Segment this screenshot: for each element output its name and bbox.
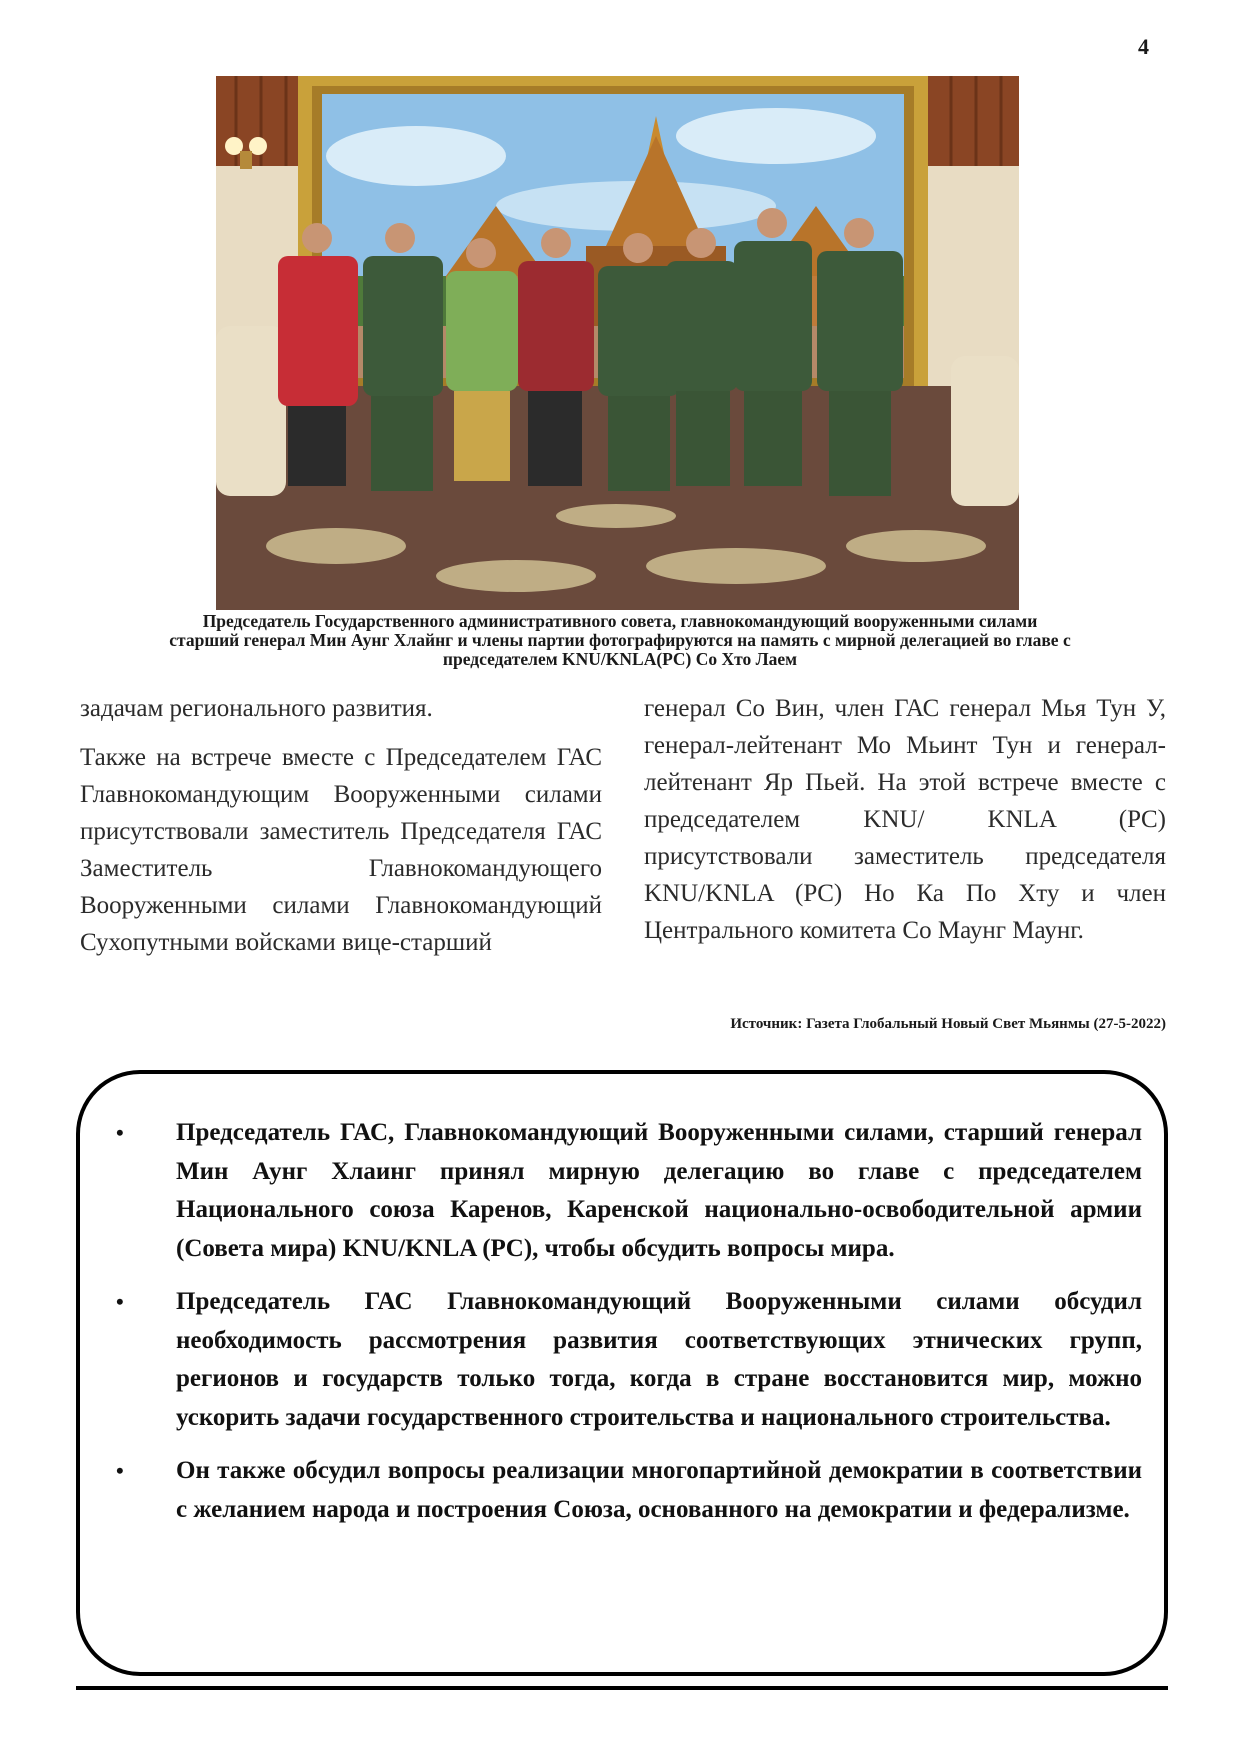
summary-item bbox=[110, 1114, 1142, 1268]
photo-caption bbox=[60, 612, 1180, 669]
summary-list bbox=[110, 1114, 1142, 1544]
group-photo-image bbox=[216, 76, 1019, 610]
paragraph: задачам регионального развития. bbox=[80, 695, 433, 722]
bullet-icon: • bbox=[116, 1289, 124, 1314]
bullet-icon: • bbox=[116, 1120, 124, 1145]
paragraph: Также на встрече вместе с Председателем ГАС Главнокомандующим Вооруженными силами присутствовали заместитель Председателя ГАС Заместитель Главнокомандующего Вооруженными силами Главнокомандующий Сухопутными войсками вице-старший bbox=[80, 744, 602, 956]
summary-item bbox=[110, 1283, 1142, 1437]
caption-line: Председатель Государственного административного совета, главнокомандующий вооруженными силами bbox=[202, 611, 1038, 631]
source-note: Источник: Газета Глобальный Новый Свет Мьянмы (27-5-2022) bbox=[730, 1016, 1166, 1032]
summary-text: Председатель ГАС Главнокомандующий Вооруженными силами обсудил необходимость рассмотрения развития соответствующих этнических групп, регионов и государств только тогда, когда в стране восстановится мир, можно ускорить задачи государственного строительства и национального строительства. bbox=[176, 1288, 1142, 1431]
summary-text: Председатель ГАС, Главнокомандующий Вооруженными силами, старший генерал Мин Аунг Хлаинг принял мирную делегацию во главе с председателем Национального союза Каренов, Каренской национально-освободительной армии (Совета мира) KNU/KNLA (PC), чтобы обсудить вопросы мира. bbox=[176, 1119, 1142, 1262]
caption-line: председателем KNU/KNLA(PC) Со Хто Лаем bbox=[442, 649, 798, 669]
bullet-icon: • bbox=[116, 1458, 124, 1483]
summary-box bbox=[76, 1070, 1168, 1676]
summary-item bbox=[110, 1452, 1142, 1529]
page-number: 4 bbox=[1138, 34, 1149, 59]
group-photo bbox=[216, 76, 1019, 610]
paragraph: генерал Со Вин, член ГАС генерал Мья Тун У, генерал-лейтенант Мо Мьинт Тун и генерал-лейтенант Яр Пьей. На этой встрече вместе с председателем KNU/ KNLA (PC) присутствовали заместитель председателя KNU/KNLA (PC) Но Ка По Хту и член Центрального комитета Со Маунг Маунг. bbox=[644, 695, 1166, 944]
article-right-column bbox=[644, 690, 1166, 949]
bottom-rule bbox=[76, 1686, 1168, 1690]
summary-text: Он также обсудил вопросы реализации многопартийной демократии в соответствии с желанием народа и построения Союза, основанного на демократии и федерализме. bbox=[176, 1457, 1142, 1523]
article-left-column bbox=[80, 690, 602, 961]
caption-line: старший генерал Мин Аунг Хлайнг и члены партии фотографируются на память с мирной делегацией во главе с bbox=[169, 630, 1071, 650]
